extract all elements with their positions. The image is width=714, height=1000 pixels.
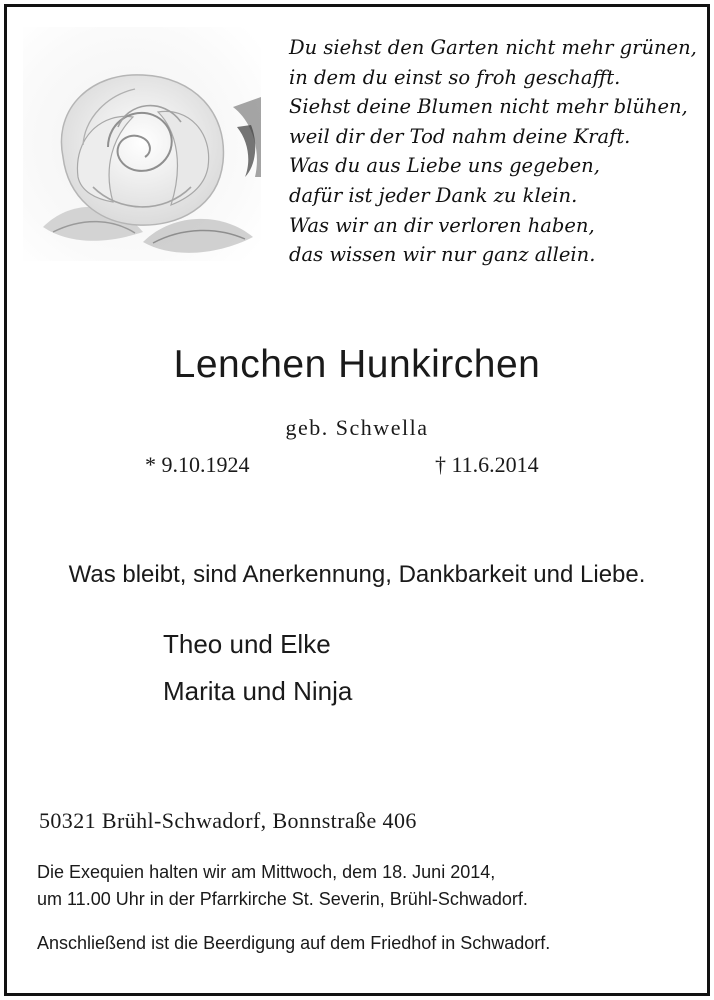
- poem-line: Du siehst den Garten nicht mehr grünen,: [289, 36, 697, 59]
- birth-date: * 9.10.1924: [145, 452, 250, 477]
- family-address: 50321 Brühl-Schwadorf, Bonnstraße 406: [39, 808, 417, 833]
- obituary-notice: [4, 4, 710, 996]
- memorial-quote: Was bleibt, sind Anerkennung, Dankbarkeit und Liebe.: [68, 561, 646, 588]
- memorial-poem: [289, 33, 709, 270]
- poem-line: dafür ist jeder Dank zu klein.: [289, 183, 578, 207]
- mourner-name: Theo und Elke: [163, 629, 331, 659]
- deceased-name: Lenchen Hunkirchen: [173, 343, 541, 386]
- poem-line: das wissen wir nur ganz allein.: [289, 243, 596, 267]
- service-line: um 11.00 Uhr in der Pfarrkirche St. Severin, Brühl-Schwadorf.: [37, 889, 528, 909]
- service-line: Die Exequien halten wir am Mittwoch, dem 18. Juni 2014,: [37, 862, 496, 882]
- poem-line: in dem du einst so froh geschafft.: [289, 65, 621, 89]
- death-date: † 11.6.2014: [435, 452, 539, 477]
- service-info: [37, 859, 528, 913]
- poem-line: weil dir der Tod nahm deine Kraft.: [289, 124, 631, 148]
- poem-line: Was wir an dir verloren haben,: [289, 213, 595, 237]
- poem-line: Was du aus Liebe uns gegeben,: [289, 154, 600, 178]
- birth-name: geb. Schwella: [285, 415, 429, 440]
- burial-info: Anschließend ist die Beerdigung auf dem Friedhof in Schwadorf.: [37, 933, 551, 953]
- poem-line: Siehst deine Blumen nicht mehr blühen,: [289, 95, 688, 119]
- rose-image: [23, 27, 261, 261]
- mourner-name: Marita und Ninja: [163, 676, 353, 706]
